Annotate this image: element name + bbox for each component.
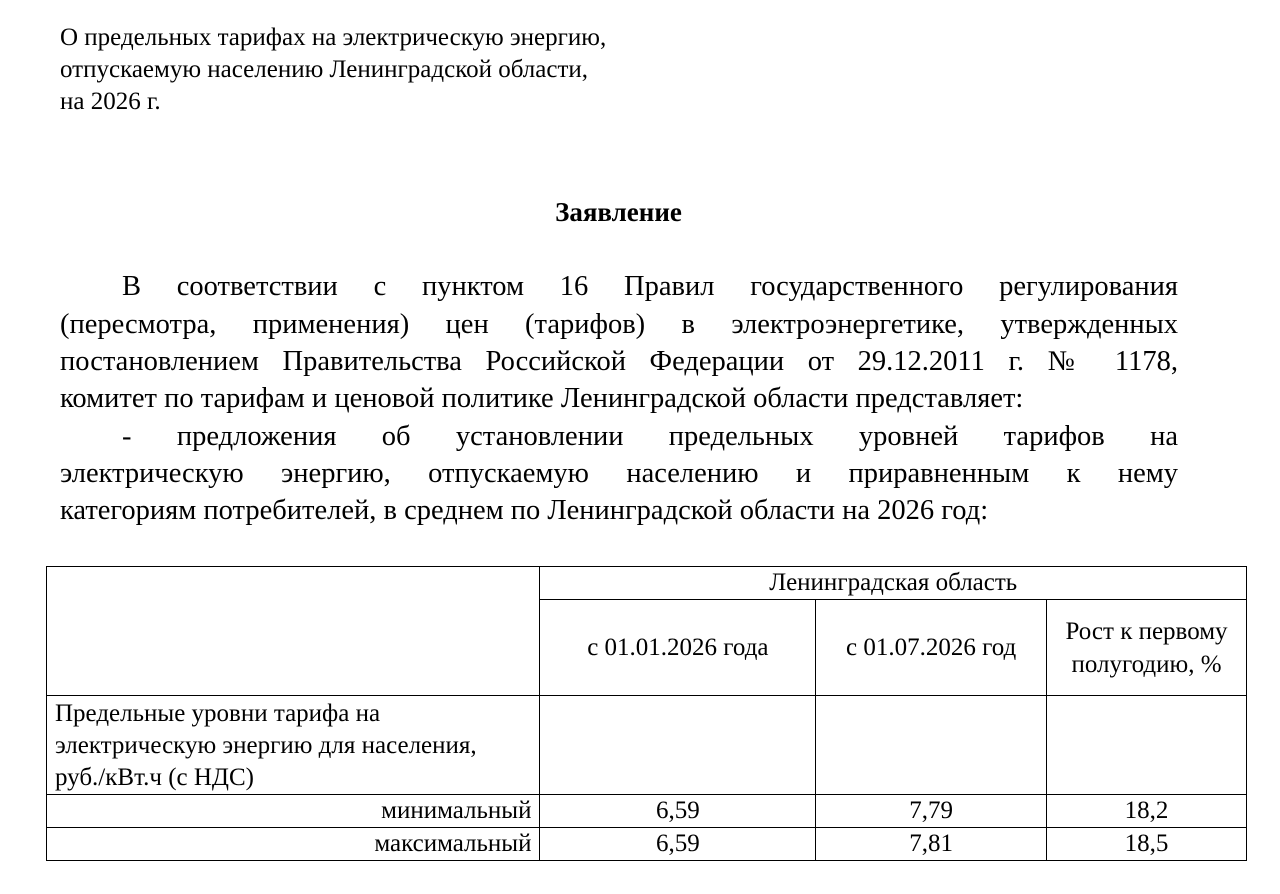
body-line: постановлением Правительства Российской Федерации от 29.12.2011 г. № 1178, xyxy=(60,346,1178,377)
table-row xyxy=(47,696,1247,795)
empty-header-cell xyxy=(47,567,540,696)
body-line: В соответствии с пунктом 16 Правил государственного регулирования xyxy=(122,271,1178,302)
column-header-growth: Рост к первому полугодию, % xyxy=(1047,600,1247,696)
value-jul-max: 7,81 xyxy=(816,828,1047,861)
empty-cell xyxy=(1047,696,1247,795)
value-jan-max: 6,59 xyxy=(540,828,816,861)
value-jul-min: 7,79 xyxy=(816,795,1047,828)
empty-cell xyxy=(540,696,816,795)
subject-line: на 2026 г. xyxy=(60,88,161,115)
column-header-jul: с 01.07.2026 год xyxy=(816,600,1047,696)
table-row xyxy=(47,795,1247,828)
table-header-row xyxy=(47,567,1247,600)
row-label-min: минимальный xyxy=(47,795,540,828)
subject-line: отпускаемую населению Ленинградской области, xyxy=(60,56,589,83)
row-label-max: максимальный xyxy=(47,828,540,861)
value-growth-min: 18,2 xyxy=(1047,795,1247,828)
region-header: Ленинградская область xyxy=(540,567,1247,600)
value-growth-max: 18,5 xyxy=(1047,828,1247,861)
empty-cell xyxy=(816,696,1047,795)
body-line: (пересмотра, применения) цен (тарифов) в электроэнергетике, утвержденных xyxy=(60,309,1178,340)
document-title: Заявление xyxy=(555,197,682,227)
column-header-jan: с 01.01.2026 года xyxy=(540,600,816,696)
value-jan-min: 6,59 xyxy=(540,795,816,828)
body-line: комитет по тарифам и ценовой политике Ленинградской области представляет: xyxy=(60,383,1024,414)
document-subject xyxy=(60,22,760,118)
table-row xyxy=(47,828,1247,861)
tariff-table xyxy=(46,566,1247,861)
subject-line: О предельных тарифах на электрическую энергию, xyxy=(60,24,607,51)
row-label-tariff-levels: Предельные уровни тарифа на электрическую энергию для населения, руб./кВт.ч (с НДС) xyxy=(47,696,540,795)
body-line: - предложения об установлении предельных уровней тарифов на xyxy=(122,421,1178,452)
body-line: категориям потребителей, в среднем по Ленинградской области на 2026 год: xyxy=(60,495,989,526)
body-line: электрическую энергию, отпускаемую населению и приравненным к нему xyxy=(60,458,1178,489)
